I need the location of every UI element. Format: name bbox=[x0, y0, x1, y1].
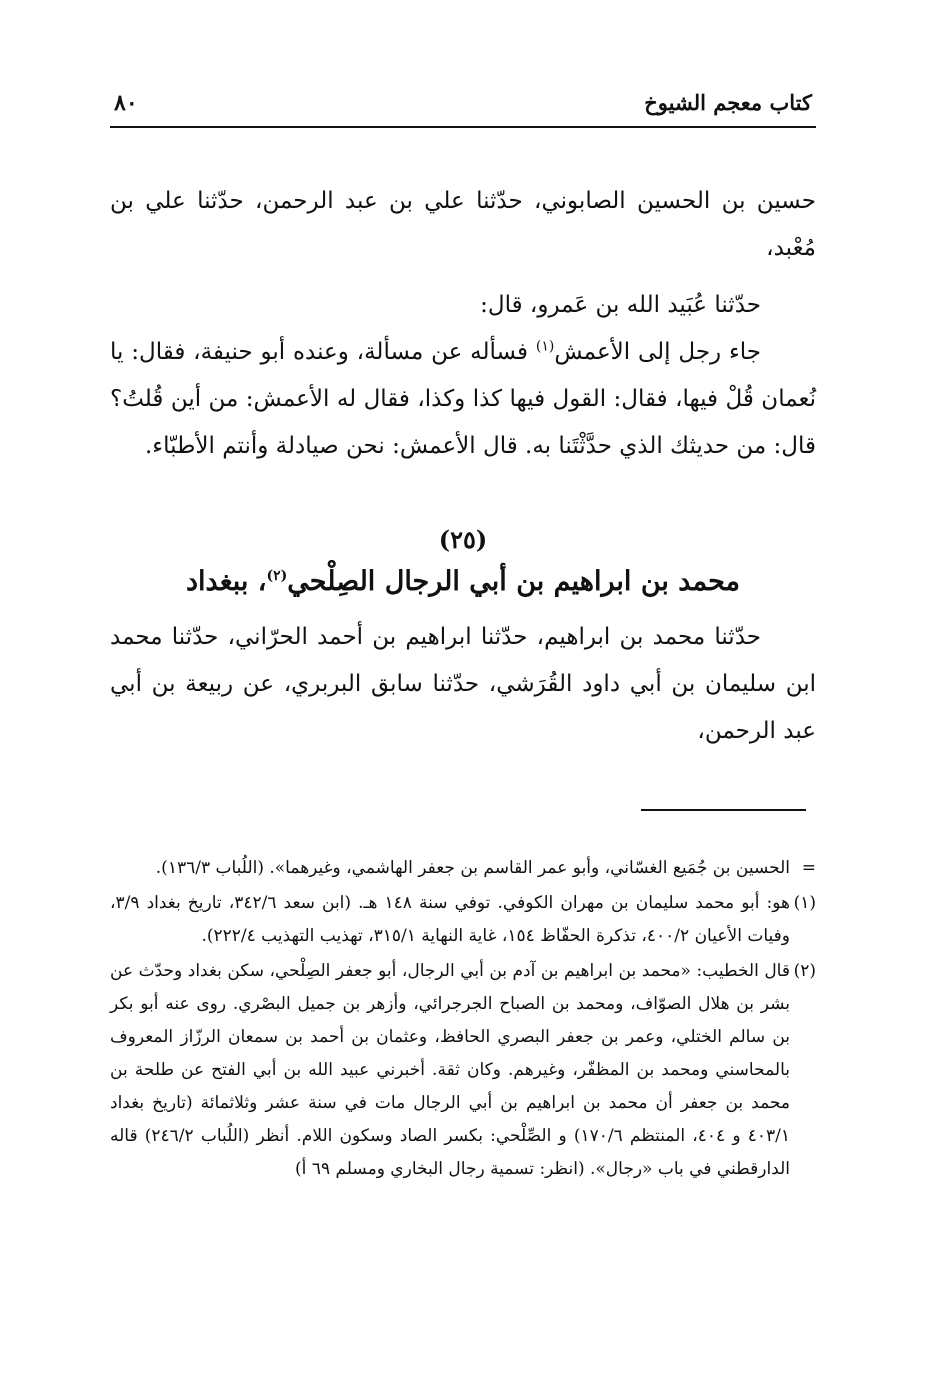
footnote-text: هو: أبو محمد سليمان بن مهران الكوفي. توفي سنة ١٤٨ هـ. (ابن سعد ٣٤٢/٦، تاريخ بغداد ٣/٩، وفيات الأعيان ٤٠٠/٢، تذكرة الحفّاظ ١٥٤، غاية النهاية ٣١٥/١، تهذيب التهذيب ٢٢٢/٤). bbox=[110, 893, 790, 946]
footnote-mark: (٢) bbox=[793, 961, 816, 981]
narration-rest: فسأله عن مسألة، وعنده أبو حنيفة، فقال: يا نُعمان قُلْ فيها، فقال: القول فيها كذا وكذا، فقال له الأعمش: من أين قُلتُ؟ قال: من حديثك الذي حدَّثْتَنا به. قال الأعمش: نحن صيادلة وأنتم الأطبّاء. bbox=[110, 339, 816, 459]
footnote-2 bbox=[110, 955, 816, 1186]
running-title: كتاب معجم الشيوخ bbox=[644, 90, 812, 115]
narration-start: جاء رجل إلى الأعمش bbox=[554, 339, 762, 365]
page-header bbox=[110, 86, 816, 128]
footnote-text: الحسين بن جُمَيع الغسّاني، وأبو عمر القاسم بن جعفر الهاشمي، وغيرهما». (اللُباب ١٣٦/٣). bbox=[155, 858, 790, 878]
paragraph-chain-end: حدّثنا عُبَيد الله بن عَمرو، قال: bbox=[480, 292, 761, 318]
footnotes bbox=[110, 852, 816, 1188]
paragraph-hadith-chain: حدّثنا محمد بن ابراهيم، حدّثنا ابراهيم بن أحمد الحرّاني، حدّثنا محمد ابن سليمان بن أبي داود القُرَشي، حدّثنا سابق البربري، عن ربيعة بن أبي عبد الرحمن، bbox=[110, 624, 816, 744]
footnote-mark: (١) bbox=[793, 893, 816, 913]
footnote-continued bbox=[110, 852, 816, 885]
footnote-1 bbox=[110, 887, 816, 953]
footnote-text: قال الخطيب: «محمد بن ابراهيم بن آدم بن أبي الرجال، أبو جعفر الصِلْحي، سكن بغداد وحدّث عن بشر بن هلال الصوّاف، ومحمد بن الصباح الجرجرائي، وأزهر بن جميل البصْري. روى عنه أبو بكر بن سالم الختلي، وعمر بن جعفر البصري الحافظ، وعثمان بن أحمد بن سمعان الرزّاز المعروف بالمحاسني ومحمد بن المظفّر، وغيرهم. وكان ثقة. أخبرني عبيد الله بن أبي الفتح عن طلحة بن محمد بن جعفر أن محمد بن ابراهيم بن أبي الرجال مات في سنة عشر وثلاثمائة (تاريخ بغداد ٤٠٣/١ و ٤٠٤، المنتظم ١٧٠/٦) و الصِّلْحي: بكسر الصاد وسكون اللام. أنظر (اللُباب ٢٤٦/٢) قاله الدارقطني في باب «رجال». (انظر: تسمية رجال البخاري ومسلم ٦٩ أ) bbox=[110, 961, 790, 1179]
footnote-divider bbox=[641, 809, 806, 811]
main-text bbox=[110, 178, 816, 755]
page-number: ٨٠ bbox=[114, 90, 138, 116]
section-number: (٢٥) bbox=[438, 525, 488, 554]
footnote-ref-2[interactable]: (٢) bbox=[266, 568, 288, 584]
footnote-ref-1[interactable]: (١) bbox=[535, 338, 555, 355]
section-title bbox=[110, 560, 816, 604]
paragraph-narration bbox=[110, 329, 816, 470]
paragraph-chain-continuation: حسين بن الحسين الصابوني، حدّثنا علي بن عبد الرحمن، حدّثنا علي بن مُعْبد، bbox=[110, 188, 816, 261]
section-title-name: محمد بن ابراهيم بن أبي الرجال الصِلْحي bbox=[287, 566, 740, 597]
footnote-mark: = bbox=[801, 858, 816, 878]
section-title-place: ، ببغداد bbox=[186, 566, 267, 597]
